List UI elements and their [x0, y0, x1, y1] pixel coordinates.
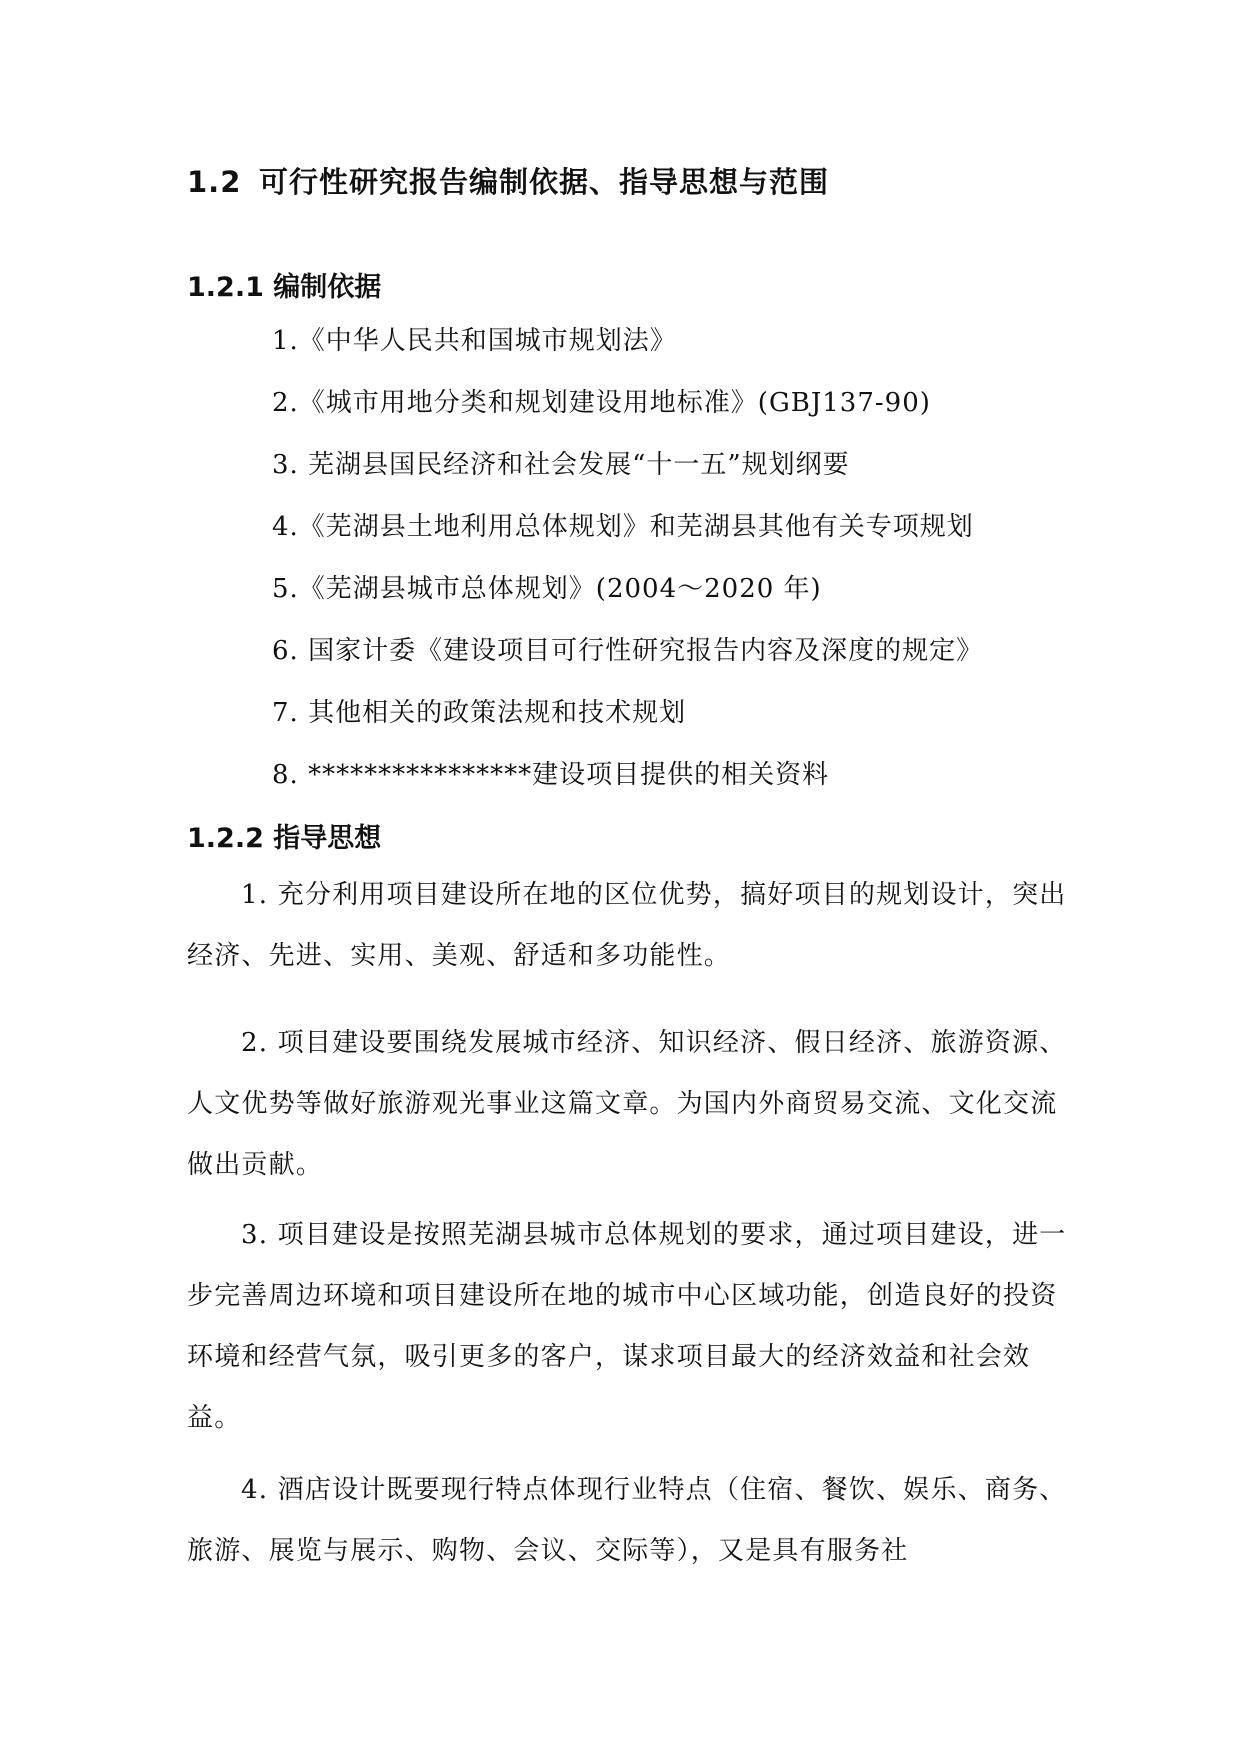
basis-item-7: 7. 其他相关的政策法规和技术规划	[272, 698, 687, 728]
guiding-paragraph-1: 1. 充分利用项目建设所在地的区位优势，搞好项目的规划设计，突出经济、先进、实用、美观、舒适和多功能性。	[187, 880, 1067, 971]
basis-item-1: 1.《中华人民共和国城市规划法》	[272, 326, 677, 356]
basis-item-3: 3. 芜湖县国民经济和社会发展“十一五”规划纲要	[272, 450, 850, 480]
basis-item-4: 4.《芜湖县土地利用总体规划》和芜湖县其他有关专项规划	[272, 512, 974, 542]
basis-item-6: 6. 国家计委《建设项目可行性研究报告内容及深度的规定》	[272, 636, 984, 666]
section-title: 可行性研究报告编制依据、指导思想与范围	[259, 165, 830, 199]
section-heading	[187, 160, 829, 201]
guiding-paragraph-3: 3. 项目建设是按照芜湖县城市总体规划的要求，通过项目建设，进一步完善周边环境和项目建设所在地的城市中心区域功能，创造良好的投资环境和经营气氛，吸引更多的客户，谋求项目最大的经济效益和社会效益。	[187, 1220, 1067, 1433]
basis-item-2: 2.《城市用地分类和规划建设用地标准》(GBJ137-90)	[272, 388, 931, 418]
section-number: 1.2	[187, 165, 242, 199]
basis-item-8: 8. ****************建设项目提供的相关资料	[272, 760, 830, 790]
guiding-paragraph-2: 2. 项目建设要围绕发展城市经济、知识经济、假日经济、旅游资源、人文优势等做好旅游观光事业这篇文章。为国内外商贸易交流、文化交流做出贡献。	[187, 1028, 1067, 1180]
basis-item-5: 5.《芜湖县城市总体规划》(2004～2020 年)	[272, 574, 822, 604]
guiding-paragraph-4: 4. 酒店设计既要现行特点体现行业特点（住宿、餐饮、娱乐、商务、旅游、展览与展示、购物、会议、交际等），又是具有服务社	[187, 1475, 1067, 1566]
basis-heading: 1.2.1 编制依据	[187, 272, 382, 303]
guiding-heading: 1.2.2 指导思想	[187, 823, 382, 854]
